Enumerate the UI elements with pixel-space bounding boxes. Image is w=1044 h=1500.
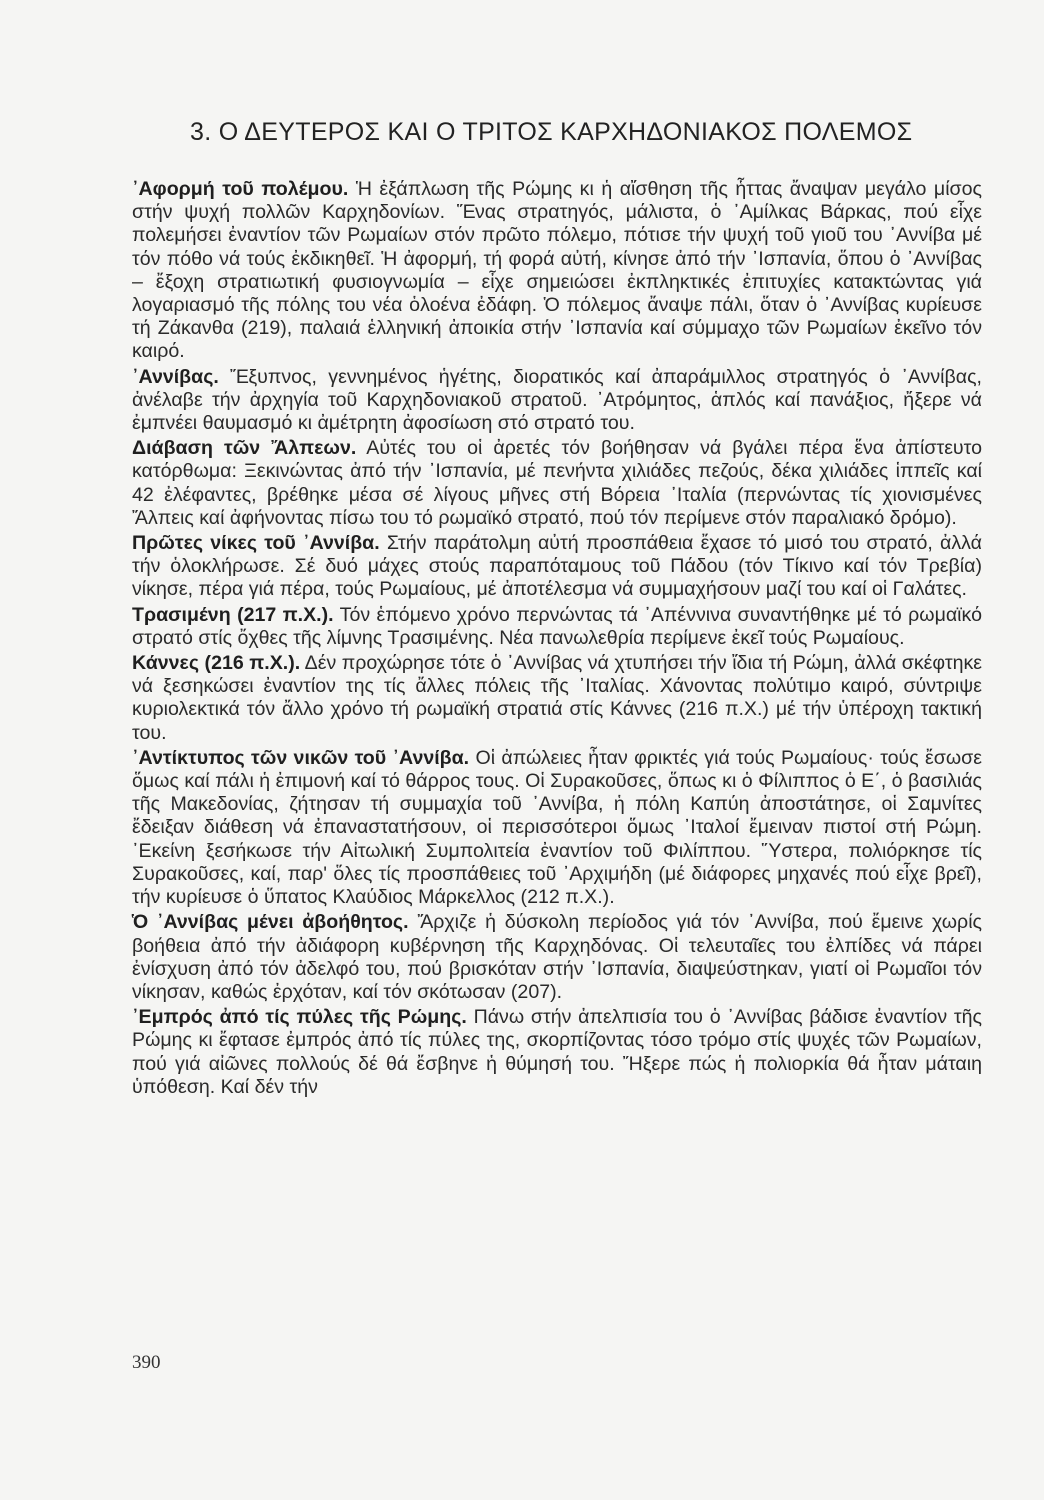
section-trasimeni: [132, 604, 982, 650]
section-paragraph: Στήν παράτολμη αὐτή προσπάθεια ἔχασε τό μισό του στρατό, ἀλλά τήν ὁλοκλήρωσε. Σέ δυό μάχες στούς παραπόταμους τοῦ Πάδου (τόν Τίκινο καί τόν Τρεβία) νίκησε, πέρα γιά πέρα, τούς Ρωμαίους, μέ ἀποτέλεσμα νά συμμαχήσουν μαζί του καί οἱ Γαλάτες.: [132, 532, 982, 601]
section-heading: Τρασιμένη (217 π.Χ.).: [132, 603, 334, 626]
section-heading: Πρῶτες νίκες τοῦ ᾿Αννίβα.: [132, 532, 380, 555]
section-heading: Κάννες (216 π.Χ.).: [132, 652, 301, 675]
section-heading: ᾿Αφορμή τοῦ πολέμου.: [132, 178, 349, 200]
section-paragraph: Ἄρχιζε ἡ δύσκολη περίοδος γιά τόν ᾿Αννίβα, πού ἔμεινε χωρίς βοήθεια ἀπό τήν ἀδιάφορη κυβέρνηση τῆς Καρχηδόνας. Οἱ τελευταῖες του ἐλπίδες νά πάρει ἐνίσχυση ἀπό τόν ἀδελφό του, πού βρισκόταν στήν ᾿Ισπανία, διαψεύστηκαν, γιατί οἱ Ρωμαῖοι τόν νίκησαν, καθώς ἐρχόταν, καί τόν σκότωσαν (207).: [132, 911, 982, 1003]
section-heading: ᾿Αντίκτυπος τῶν νικῶν τοῦ ᾿Αννίβα.: [132, 746, 470, 769]
section-protes-nikes: [132, 532, 982, 602]
section-kannes: [132, 652, 982, 745]
section-aformi: [132, 178, 982, 364]
section-paragraph: Πάνω στήν ἀπελπισία του ὁ ᾿Αννίβας βάδισε ἐναντίον τῆς Ρώμης κι ἔφτασε ἐμπρός ἀπό τίς πύλες της, σκορπίζοντας τόσο τρόμο στίς ψυχές τῶν Ρωμαίων, πού γιά αἰῶνες πολλούς δέ θά ἔσβηνε ἡ θύμησή του. Ἤξερε πώς ἡ πολιορκία θά ἦταν μάταιη ὑπόθεση. Καί δέν τήν: [132, 1006, 982, 1098]
section-annivas: [132, 366, 982, 436]
section-avoithitos: [132, 911, 982, 1004]
section-diavasi-alpeon: [132, 437, 982, 530]
section-paragraph: Αὐτές του οἱ ἀρετές τόν βοήθησαν νά βγάλει πέρα ἕνα ἀπίστευτο κατόρθωμα: Ξεκινώντας ἀπό τήν ᾿Ισπανία, μέ πενήντα χιλιάδες πεζούς, δέκα χιλιάδες ἱππεῖς καί 42 ἐλέφαντες, βρέθηκε μέσα σέ λίγους μῆνες στή Βόρεια ᾿Ιταλία (περνώντας τίς χιονισμένες Ἄλπεις καί ἀφήνοντας πίσω του τό ρωμαϊκό στρατό, πού τόν περίμενε στόν παραλιακό δρόμο).: [132, 437, 983, 529]
section-antiktypos: [132, 747, 982, 909]
section-pyles-romis: [132, 1006, 982, 1099]
section-paragraph: Ἡ ἐξάπλωση τῆς Ρώμης κι ἡ αἴσθηση τῆς ἧττας ἄναψαν μεγάλο μίσος στήν ψυχή πολλῶν Καρχηδονίων. Ἕνας στρατηγός, μάλιστα, ὁ ᾿Αμίλκας Βάρκας, πού εἶχε πολεμήσει ἐναντίον τῶν Ρωμαίων στόν πρῶτο πόλεμο, πότισε τήν ψυχή τοῦ γιοῦ του ᾿Αννίβα μέ τόν πόθο νά τούς ἐκδικηθεῖ. Ἡ ἀφορμή, τή φορά αὐτή, κίνησε ἀπό τήν ᾿Ισπανία, ὅπου ὁ ᾿Αννίβας – ἔξοχη στρατιωτική φυσιογνωμία – εἶχε σημειώσει ἐκπληκτικές ἐπιτυχίες κατακτώντας γιά λογαριασμό τῆς πόλης του νέα ὁλοένα ἐδάφη. Ὁ πόλεμος ἄναψε πάλι, ὅταν ὁ ᾿Αννίβας κυρίευσε τή Ζάκανθα (219), παλαιά ἑλληνική ἀποικία στήν ᾿Ισπανία καί σύμμαχο τῶν Ρωμαίων ἐκεῖνο τόν καιρό.: [132, 178, 982, 363]
section-heading: Ὁ ᾿Αννίβας μένει ἀβοήθητος.: [132, 911, 409, 934]
section-paragraph: Οἱ ἀπώλειες ἦταν φρικτές γιά τούς Ρωμαίους· τούς ἔσωσε ὅμως καί πάλι ἡ ἐπιμονή καί τό θάρρος τους. Οἱ Συρακοῦσες, ὅπως κι ὁ Φίλιππος ὁ Ε΄, ὁ βασιλιάς τῆς Μακεδονίας, ζήτησαν τή συμμαχία τοῦ ᾿Αννίβα, ἡ πόλη Καπύη ἀποστάτησε, οἱ Σαμνίτες ἔδειξαν διάθεση νά ἐπαναστατήσουν, οἱ περισσότεροι ὅμως ᾿Ιταλοί ἔμειναν πιστοί στή Ρώμη. ᾿Εκείνη ξεσήκωσε τήν Αἰτωλική Συμπολιτεία ἐναντίον τοῦ Φιλίππου. Ὕστερα, πολιόρκησε τίς Συρακοῦσες, καί, παρ' ὅλες τίς προσπάθειες τοῦ ᾿Αρχιμήδη (μέ διάφορες μηχανές πού εἶχε βρεῖ), τήν κυρίευσε ὁ ὕπατος Κλαύδιος Μάρκελλος (212 π.Χ.).: [132, 746, 982, 909]
page-number: 390: [132, 1352, 161, 1373]
section-paragraph: Τόν ἑπόμενο χρόνο περνώντας τά ᾿Απέννινα συναντήθηκε μέ τό ρωμαϊκό στρατό στίς ὄχθες τῆς λίμνης Τρασιμένης. Νέα πανωλεθρία περίμενε ἐκεῖ τούς Ρωμαίους.: [132, 603, 982, 649]
chapter-title: 3. Ο ΔΕΥΤΕΡΟΣ ΚΑΙ Ο ΤΡΙΤΟΣ ΚΑΡΧΗΔΟΝΙΑΚΟΣ ΠΟΛΕΜΟΣ: [190, 118, 913, 146]
section-heading: ᾿Εμπρός ἀπό τίς πύλες τῆς Ρώμης.: [132, 1006, 467, 1029]
body-text: [132, 178, 982, 1101]
section-heading: Διάβαση τῶν Ἄλπεων.: [132, 437, 357, 460]
section-paragraph: Δέν προχώρησε τότε ὁ ᾿Αννίβας νά χτυπήσει τήν ἴδια τή Ρώμη, ἀλλά σκέφτηκε νά ξεσηκώσει ἐναντίον της τίς ἄλλες πόλεις τῆς ᾿Ιταλίας. Χάνοντας πολύτιμο καιρό, σύντριψε κυριολεκτικά τόν ἄλλο χρόνο τή ρωμαϊκή στρατιά στίς Κάννες (216 π.Χ.) μέ τήν ὑπέροχη τακτική του.: [132, 652, 982, 744]
section-paragraph: Ἔξυπνος, γεννημένος ἡγέτης, διορατικός καί ἀπαράμιλλος στρατηγός ὁ ᾿Αννίβας, ἀνέλαβε τήν ἀρχηγία τοῦ Καρχηδονιακοῦ στρατοῦ. ᾿Ατρόμητος, ἁπλός καί πανάξιος, ἤξερε νά ἐμπνέει θαυμασμό κι ἀμέτρητη ἀφοσίωση στό στρατό του.: [132, 365, 982, 435]
section-heading: ᾿Αννίβας.: [132, 365, 219, 388]
